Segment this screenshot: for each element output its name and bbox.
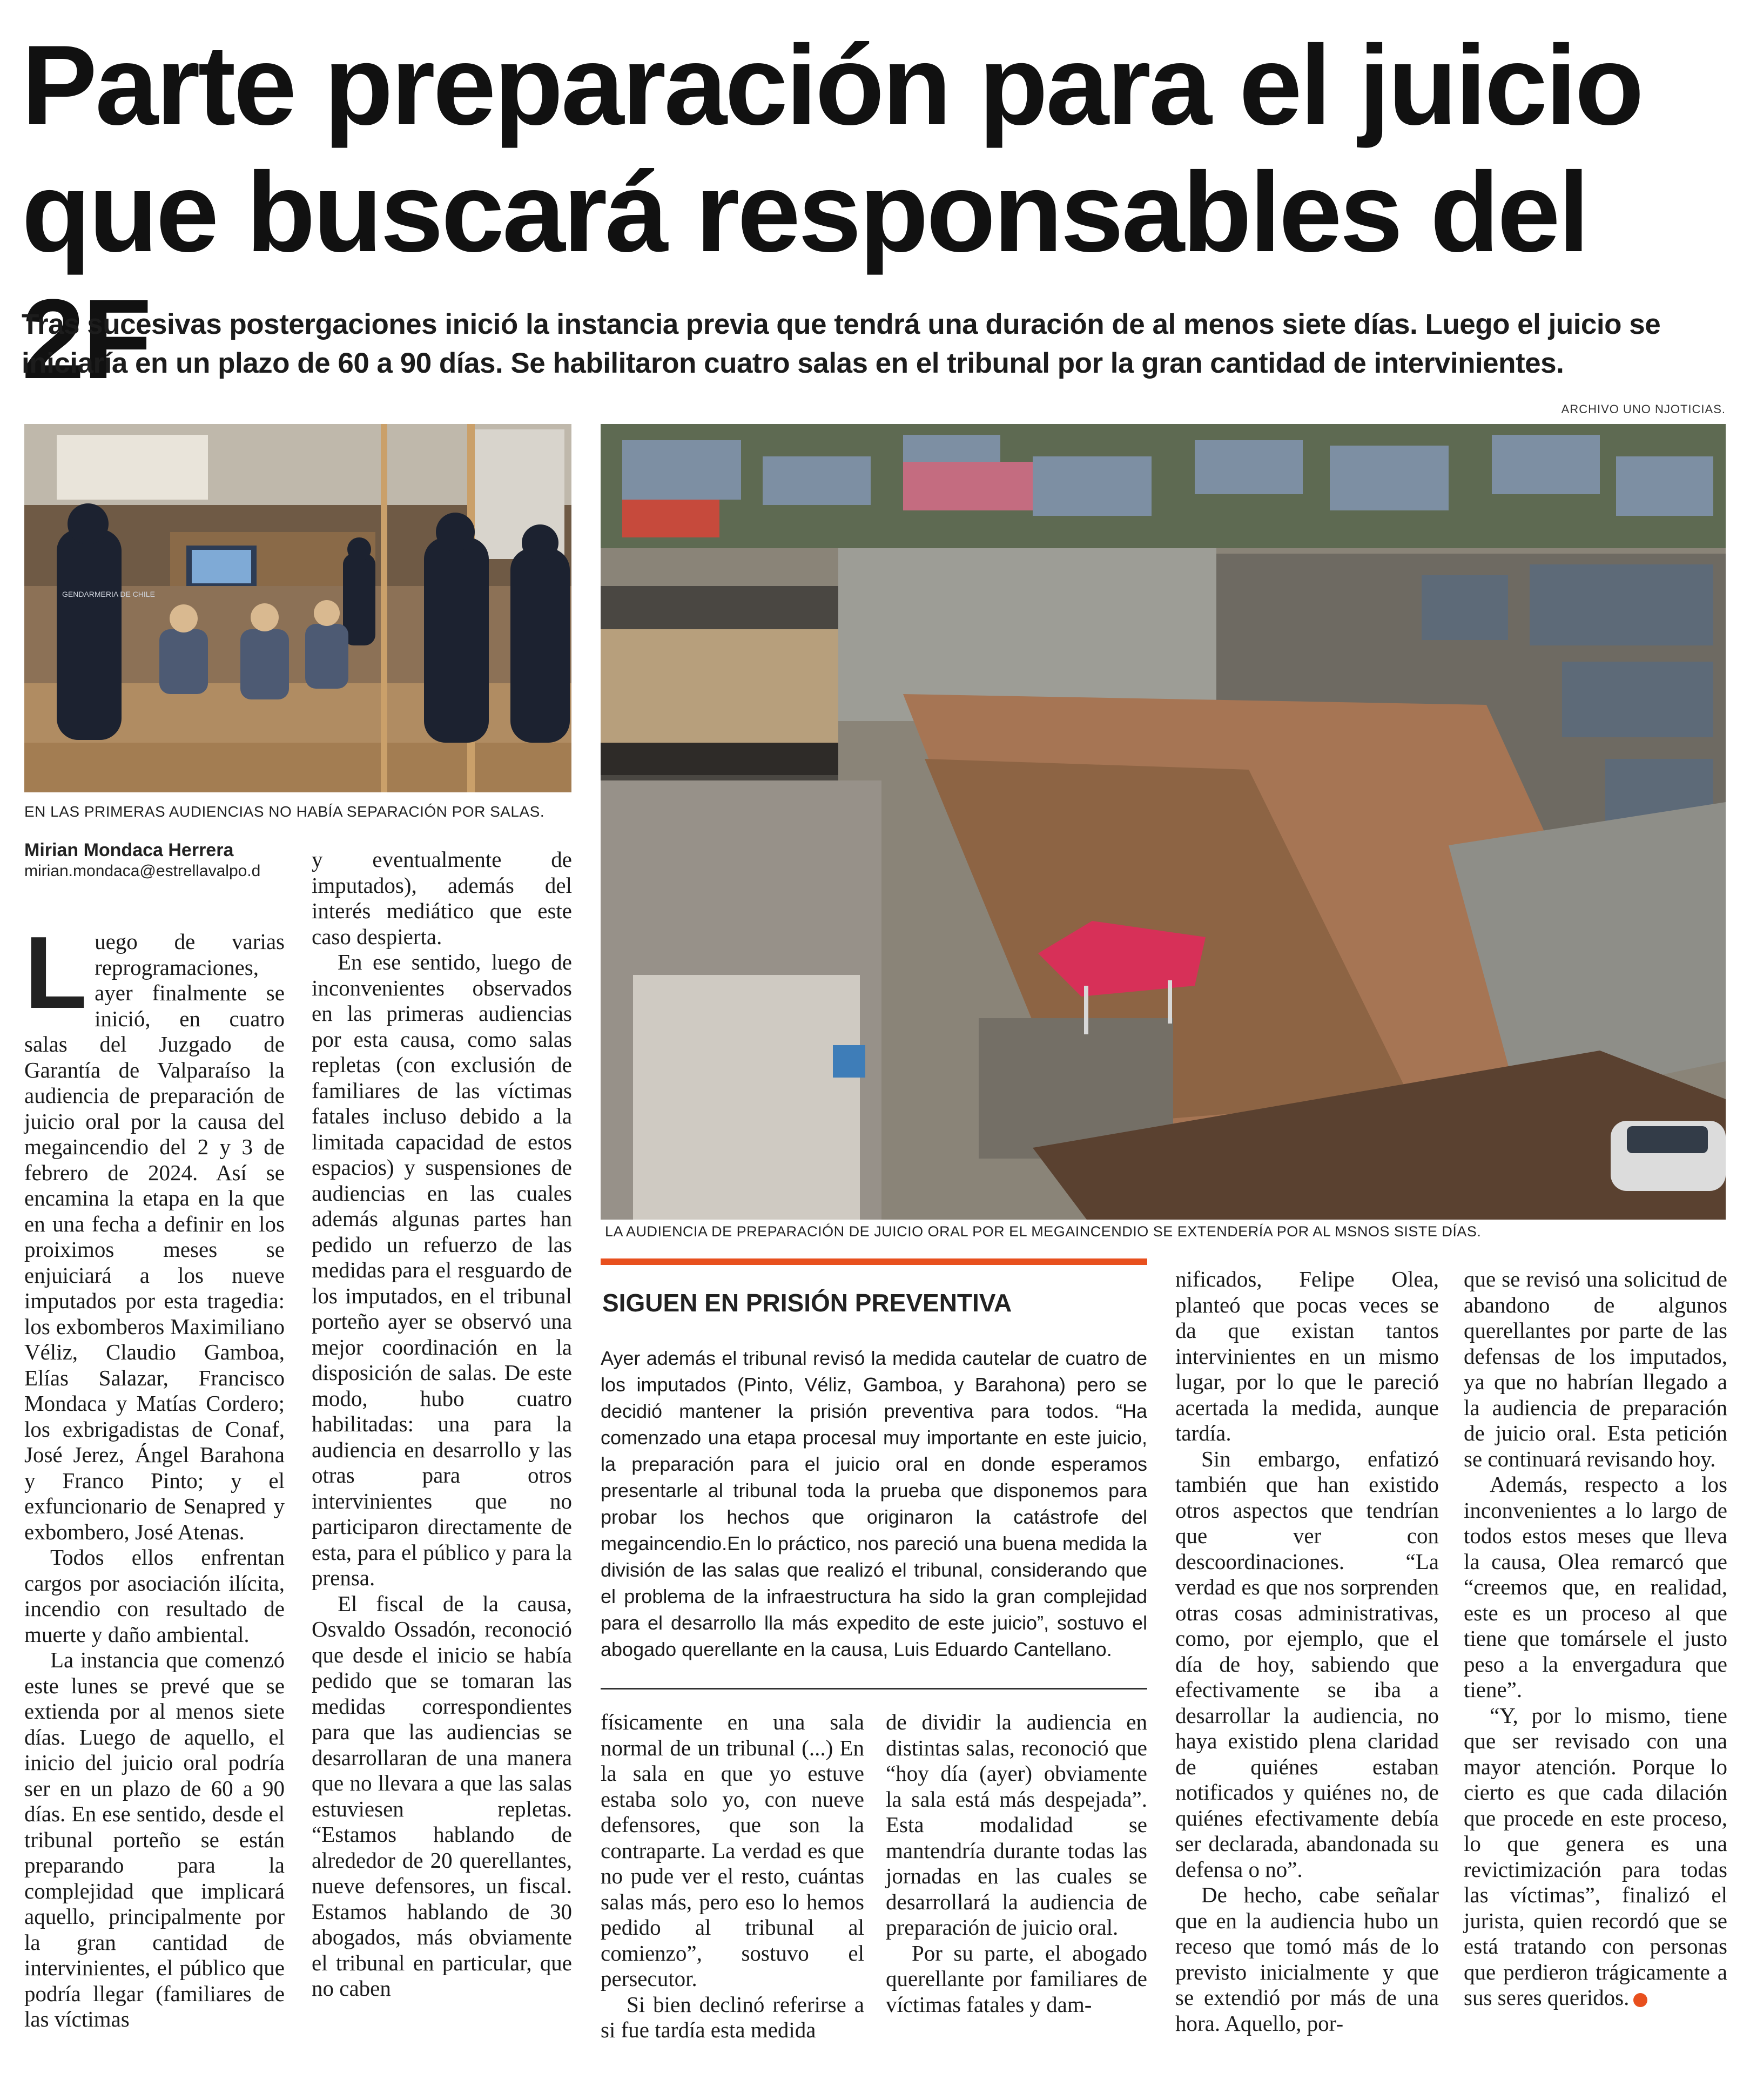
article-column-6 [1464,1267,1727,2011]
headline-line-1: Parte preparación para el juicio [22,22,1642,149]
aerial-illustration [601,424,1726,1220]
article-paragraph: físicamente en una sala normal de un tribunal (...) En la sala en que yo estuve estaba solo yo, con nueve defensores, que son la contraparte. La verdad es que no pude ver el resto, cuántas salas más, pero eso lo hemos pedido al tribunal al comienzo”, sostuvo el persecutor. [601,1709,864,1991]
article-paragraph: Además, respecto a los inconvenientes a lo largo de todos estos meses que lleva la causa, Olea remarcó que “creemos que, en realidad, este es un proceso al que tiene que tomársele el justo peso a la envergadura que tiene”. [1464,1472,1727,1702]
article-column-5 [1175,1267,1439,2036]
aerial-photo-caption: LA AUDIENCIA DE PREPARACIÓN DE JUICIO ORAL POR EL MEGAINCENDIO SE EXTENDERÍA POR AL MSNOS SISTE DÍAS. [605,1223,1482,1240]
sidebar-body: Ayer además el tribunal revisó la medida cautelar de cuatro de los imputados (Pinto, Véliz, Gamboa, y Barahona) pero se decidió mantener la prisión preventiva para todos. “Ha comenzado una etapa procesal muy importante en este juicio, la preparación para el juicio oral en donde esperamos presentarle al tribunal toda la prueba que disponemos para probar los hechos que originaron la catástrofe del megaincendio.En lo práctico, nos pareció una buena medida la división de las salas que realizó el tribunal, considerando que el problema de la infraestructura ha sido la gran complejidad para el desarrollo lla más expedito de este juicio”, sostuvo el abogado querellante en la causa, Luis Eduardo Cantellano. [601,1347,1147,1660]
article-paragraph: El fiscal de la causa, Osvaldo Ossadón, reconoció que desde el inicio se había pedido que se tomaran las medidas correspondientes para que las audiencias se desarrollaran de una manera que no llevara a que las salas estuviesen repletas. “Estamos hablando de alrededor de 20 querellantes, nueve defensores, un fiscal. Estamos hablando de 30 abogados, más obviamente el tribunal en particular, que no caben [312,1591,572,2001]
courtroom-illustration [24,424,571,792]
article-paragraph: “Y, por lo mismo, tiene que ser revisado con una mayor atención. Porque lo cierto es que cada dilación que procede en este proceso, lo que genera es una revictimización para todas las víctimas”, finalizó el jurista, quien recordó que se está tratando con personas que perdieron trágicamente a sus seres queridos. [1464,1702,1727,2010]
courtroom-photo-caption: EN LAS PRIMERAS AUDIENCIAS NO HABÍA SEPARACIÓN POR SALAS. [24,803,545,820]
sidebar-title: SIGUEN EN PRISIÓN PREVENTIVA [602,1289,1012,1317]
article-paragraph: Sin embargo, enfatizó también que han existido otros aspectos que tendrían que ver con descoordinaciones. “La verdad es que nos sorprenden otras cosas administrativas, como, por ejemplo, que el día de hoy, sabiendo que efectivamente se iba a desarrollar la audiencia, no haya existido plena claridad de quiénes estaban notificados y quiénes no, de quiénes efectivamente debía ser declarada, abandonada su defensa o no”. [1175,1446,1439,1882]
deck-subtitle: Tras sucesivas postergaciones inició la instancia previa que tendrá una duración de al menos siete días. Luego el juicio se iniciaría en un plazo de 60 a 90 días. Se habilitaron cuatro salas en el tribunal por la gran cantidad de intervinientes. [22,308,1661,379]
article-column-3 [601,1709,864,2043]
article-paragraph: nificados, Felipe Olea, planteó que pocas veces se da que existan tantos intervinientes en un mismo lugar, por lo que le pareció acertada la medida, aunque tardía. [1175,1267,1439,1445]
courtroom-photo [24,424,571,792]
article-paragraph: Todos ellos enfrentan cargos por asociación ilícita, incendio con resultado de muerte y daño ambiental. [24,1545,285,1647]
article-paragraph: Por su parte, el abogado querellante por familiares de víctimas fatales y dam- [886,1940,1147,2017]
photo-credit: ARCHIVO UNO NJOTICIAS. [1561,402,1726,416]
sidebar-bottom-rule [601,1688,1147,1690]
article-column-2 [312,847,572,2002]
article-paragraph: de dividir la audiencia en distintas salas, reconoció que “hoy día (ayer) obviamente la sala está más despejada”. Esta modalidad se mantendría durante todas las jornadas en las cuales se desarrollará la audiencia de preparación de juicio oral. [886,1709,1147,1940]
headline-line-2: que buscará responsables del 2F [22,149,1588,402]
aerial-photo [601,424,1726,1220]
end-mark-icon [1633,1993,1647,2007]
article-paragraph: En ese sentido, luego de inconvenientes observados en las primeras audiencias por esta causa, como salas repletas (con exclusión de familiares de las víctimas fatales incluso debido a la limitada capacidad de estos espacios) y suspensiones de audiencias en las cuales además algunas partes han pedido un refuerzo de las medidas para el resguardo de los imputados, en el tribunal porteño ayer se observó una mejor coordinación en la disposición de salas. De este modo, hubo cuatro habilitadas: una para la audiencia en desarrollo y las otras para otros intervinientes que no participaron directamente de esta, para el público y para la prensa. [312,950,572,1590]
byline-author: Mirian Mondaca Herrera [24,840,234,860]
article-column-1 [24,916,285,2032]
article-paragraph: que se revisó una solicitud de abandono de algunos querellantes por parte de las defensas de los imputados, ya que no habrían llegado a la audiencia de preparación de juicio oral. Esta petición se continuará revisando hoy. [1464,1267,1727,1471]
drop-cap: L [24,916,88,1030]
article-paragraph: y eventualmente de imputados), además del interés mediático que este caso despierta. [312,847,572,949]
article-column-4 [886,1709,1147,2017]
byline-email: mirian.mondaca@estrellavalpo.d [24,862,261,880]
article-paragraph: La instancia que comenzó este lunes se prevé que se extienda por al menos siete días. Luego de aquello, el inicio del juicio oral podría ser en un plazo de 60 a 90 días. En ese sentido, desde el tribunal porteño se están preparando para la complejidad que implicará aquello, principalmente por la gran cantidad de intervinientes, el público que podría llegar (familiares de las víctimas [24,1647,285,2031]
article-paragraph: Luego de varias reprogramaciones, ayer finalmente se inició, en cuatro salas del Juzgado de Garantía de Valparaíso la audiencia de preparación de juicio oral por la causa del megaincendio del 2 y 3 de febrero de 2024. Así se encamina la etapa en la que en una fecha a definir en los proiximos meses se enjuiciará a los nueve imputados por esta tragedia: los exbomberos Maximiliano Véliz, Claudio Gamboa, Elías Salazar, Francisco Mondaca y Matías Cordero; los exbrigadistas de Conaf, José Jerez, Ángel Barahona y Franco Pinto; y el exfuncionario de Senapred y exbombero, José Atenas. [24,916,285,1544]
article-paragraph: Si bien declinó referirse a si fue tardía esta medida [601,1991,864,2042]
sidebar-top-rule [601,1258,1147,1265]
article-paragraph: De hecho, cabe señalar que en la audiencia hubo un receso que tomó más de lo previsto inicialmente y que se extendió por más de una hora. Aquello, por- [1175,1882,1439,2036]
uniform-patch-text: GENDARMERIA DE CHILE [62,590,155,598]
byline [24,840,305,880]
